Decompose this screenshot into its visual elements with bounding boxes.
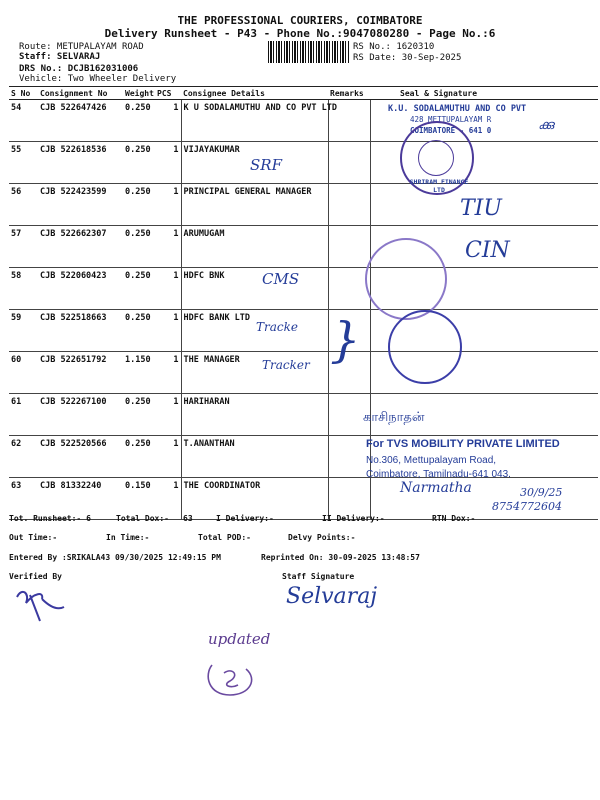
company-title: THE PROFESSIONAL COURIERS, COIMBATORE <box>177 14 423 27</box>
sodalamuthu-stamp-line1: K.U. SODALAMUTHU AND CO PVT <box>388 104 527 114</box>
pcs-cell: 1 <box>155 142 181 184</box>
runsheet-table <box>9 86 598 520</box>
consignment-cell: CJB 522267100 <box>38 394 123 436</box>
weight-cell: 0.250 <box>123 310 155 352</box>
table-row <box>9 268 598 310</box>
weight-cell: 0.250 <box>123 100 155 142</box>
consignee-cell: K U SODALAMUTHU AND CO PVT LTD <box>181 100 328 142</box>
consignment-cell: CJB 522647426 <box>38 100 123 142</box>
rs-date: RS Date: 30-Sep-2025 <box>353 53 462 63</box>
row63-phone: 8754772604 <box>492 500 562 513</box>
bank-seal-1 <box>365 238 447 320</box>
header-remarks: Remarks <box>328 87 370 100</box>
pcs-cell: 1 <box>155 310 181 352</box>
sodalamuthu-signature: ക്കു <box>538 118 554 133</box>
row63-date: 30/9/25 <box>520 486 563 499</box>
remarks-cell <box>328 142 370 184</box>
consignee-cell: HARIHARAN <box>181 394 328 436</box>
weight-cell: 0.250 <box>123 436 155 478</box>
pcs-cell: 1 <box>155 226 181 268</box>
tvs-stamp-line1: For TVS MOBILITY PRIVATE LIMITED <box>366 438 560 450</box>
consignee-cell: HDFC BNK <box>181 268 328 310</box>
tvs-stamp-line2: No.306, Mettupalayam Road, <box>366 455 497 466</box>
weight-cell: 0.250 <box>123 142 155 184</box>
bank-seal-2 <box>388 310 462 384</box>
staff-signature-label: Staff Signature <box>282 572 355 581</box>
row59-signature: Tracke <box>256 320 298 334</box>
out-time-label: Out Time:- <box>9 533 58 542</box>
consignee-cell: T.ANANTHAN <box>181 436 328 478</box>
consignment-cell: CJB 522520566 <box>38 436 123 478</box>
consignment-cell: CJB 522651792 <box>38 352 123 394</box>
sno-cell: 59 <box>9 310 38 352</box>
pcs-cell: 1 <box>155 394 181 436</box>
weight-cell: 0.250 <box>123 226 155 268</box>
weight-cell: 0.250 <box>123 268 155 310</box>
tot-runsheet: Tot. Runsheet:- 6 <box>9 514 91 523</box>
sno-cell: 61 <box>9 394 38 436</box>
consignment-cell: CJB 522423599 <box>38 184 123 226</box>
runsheet-subtitle: Delivery Runsheet - P43 - Phone No.:9047080280 - Page No.:6 <box>104 27 496 40</box>
sno-cell: 63 <box>9 478 38 520</box>
brace-mark: } <box>330 312 361 368</box>
consignee-cell: PRINCIPAL GENERAL MANAGER <box>181 184 328 226</box>
consignee-cell: THE COORDINATOR <box>181 478 328 520</box>
weight-cell: 0.150 <box>123 478 155 520</box>
sno-cell: 56 <box>9 184 38 226</box>
updated-note: updated <box>208 630 271 648</box>
entered-by: Entered By :SRIKALA43 09/30/2025 12:49:15 PM <box>9 553 221 562</box>
pcs-cell: 1 <box>155 478 181 520</box>
weight-cell: 0.250 <box>123 184 155 226</box>
sodalamuthu-stamp-line3: COIMBATORE - 641 0 <box>410 126 492 135</box>
reprinted-on: Reprinted On: 30-09-2025 13:48:57 <box>261 553 420 562</box>
header-consignment: Consignment No <box>38 87 123 100</box>
pcs-cell: 1 <box>155 436 181 478</box>
tvs-stamp-line3: Coimbatore, Tamilnadu-641 043. <box>366 469 511 480</box>
shriram-seal-text: SHRIRAM FINANCE LTD <box>409 178 469 194</box>
verified-by-label: Verified By <box>9 572 62 581</box>
consignee-cell: THE MANAGER <box>181 352 328 394</box>
staff-signature: Selvaraj <box>286 584 378 609</box>
i-delivery-label: I Delivery:- <box>216 514 274 523</box>
verifier-signature <box>12 585 72 625</box>
consignment-cell: CJB 522618536 <box>38 142 123 184</box>
row58-signature-2: CIN <box>465 238 510 263</box>
ii-delivery-label: II Delivery:- <box>322 514 385 523</box>
in-time-label: In Time:- <box>106 533 150 542</box>
consignment-cell: CJB 522060423 <box>38 268 123 310</box>
pcs-cell: 1 <box>155 352 181 394</box>
route-label: Route: METUPALAYAM ROAD <box>19 42 144 52</box>
table-row <box>9 478 598 520</box>
remarks-cell <box>328 226 370 268</box>
row60-signature: Tracker <box>262 358 310 372</box>
consignee-cell: HDFC BANK LTD <box>181 310 328 352</box>
consignee-cell: ARUMUGAM <box>181 226 328 268</box>
total-dox-value: 63 <box>183 514 193 523</box>
sno-cell: 57 <box>9 226 38 268</box>
vehicle-label: Vehicle: Two Wheeler Delivery <box>19 74 177 84</box>
remarks-cell <box>328 268 370 310</box>
total-pod-label: Total POD:- <box>198 533 251 542</box>
rtn-dox-label: RTN Dox:- <box>432 514 476 523</box>
remarks-cell <box>328 436 370 478</box>
table-row <box>9 184 598 226</box>
weight-cell: 0.250 <box>123 394 155 436</box>
shriram-seal-inner <box>418 140 454 176</box>
table-row <box>9 310 598 352</box>
sodalamuthu-stamp-line2: 428 METTUPALAYAM R <box>410 115 492 124</box>
sno-cell: 54 <box>9 100 38 142</box>
header-consignee: Consignee Details <box>181 87 328 100</box>
staff-label: Staff: SELVARAJ <box>19 52 101 62</box>
updated-scribble <box>200 655 270 705</box>
table-row <box>9 394 598 436</box>
total-dox-label: Total Dox:- <box>116 514 169 523</box>
row63-signature: Narmatha <box>400 480 472 496</box>
sno-cell: 55 <box>9 142 38 184</box>
sno-cell: 62 <box>9 436 38 478</box>
consignment-cell: CJB 522662307 <box>38 226 123 268</box>
table-row <box>9 142 598 184</box>
header-seal: Seal & Signature <box>370 87 598 100</box>
row62-signature: காசிநாதன் <box>363 410 425 425</box>
delvy-points-label: Delvy Points:- <box>288 533 356 542</box>
pcs-cell: 1 <box>155 100 181 142</box>
consignment-cell: CJB 81332240 <box>38 478 123 520</box>
row57-signature: TIU <box>460 196 502 221</box>
sno-cell: 58 <box>9 268 38 310</box>
header-sno: S No <box>9 87 38 100</box>
weight-cell: 1.150 <box>123 352 155 394</box>
table-header-row <box>9 87 598 100</box>
sno-cell: 60 <box>9 352 38 394</box>
consignee-cell: VIJAYAKUMAR <box>181 142 328 184</box>
pcs-cell: 1 <box>155 268 181 310</box>
rs-number: RS No.: 1620310 <box>353 42 435 52</box>
barcode-image <box>268 41 350 63</box>
consignment-cell: CJB 522518663 <box>38 310 123 352</box>
row58-signature: CMS <box>262 270 300 288</box>
header-pcs: PCS <box>155 87 181 100</box>
pcs-cell: 1 <box>155 184 181 226</box>
drs-number: DRS No.: DCJB162031006 <box>19 64 139 74</box>
header-weight: Weight <box>125 88 154 98</box>
row55-signature: SRF <box>250 156 282 174</box>
remarks-cell <box>328 184 370 226</box>
